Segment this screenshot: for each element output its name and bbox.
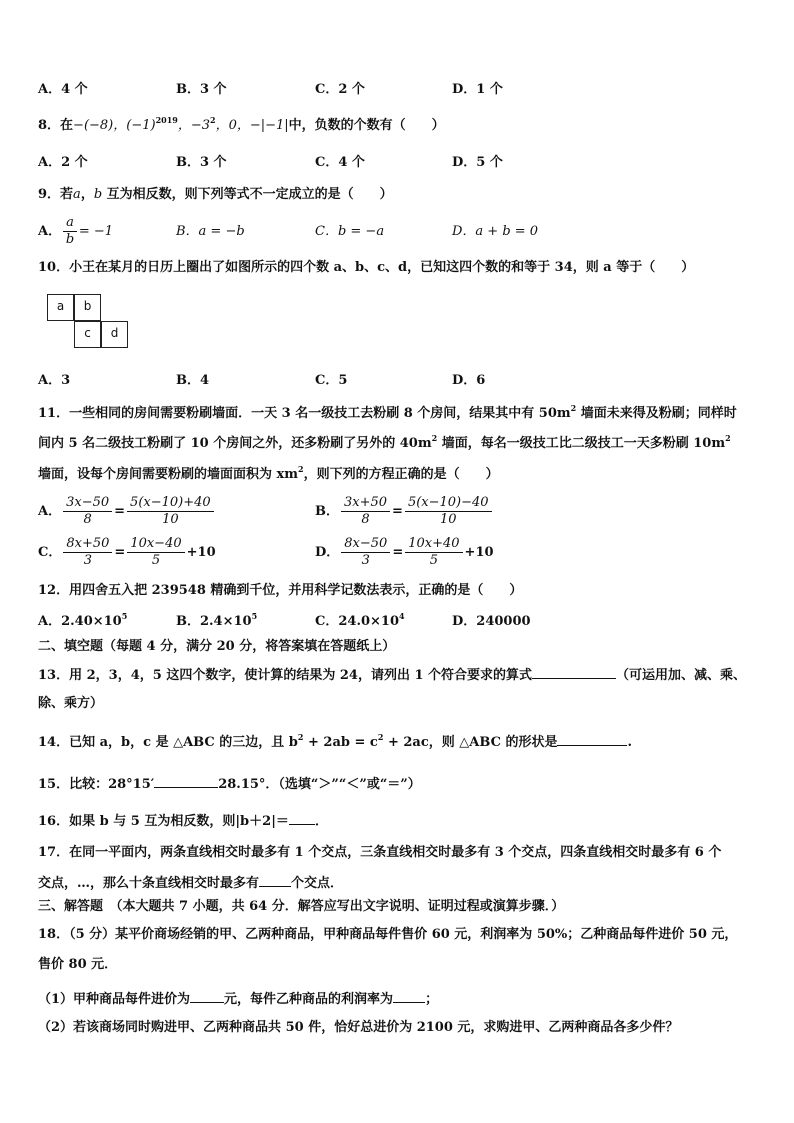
q12-option-a: A．$2.40\times 10^5$ <box>38 611 128 629</box>
q11-option-b: B． $\frac{3x+50}{8}$ = $\frac{5(x-10)-40}{10}$ <box>315 494 494 530</box>
q17-line1: 17．在同一平面内，两条直线相交时最多有 1 个交点，三条直线相交时最多有 3 个交点，四条直线相交时最多有 6 个 <box>38 845 722 860</box>
q10-option-c: C．5 <box>315 373 348 388</box>
q18-line1: 18．（5 分）某平价商场经销的甲、乙两种商品，甲种商品每件售价 60 元，利润率为 50%；乙种商品每件进价 50 元， <box>38 927 738 942</box>
q13-line1: 13．用 2，3，4，5 这四个数字，使计算的结果为 24，请列出 1 个符合要求的算式 （可运用加、减、乘、 <box>38 664 756 686</box>
q15-stem: 15．比较：28°15′ 28.15°．（选填“＞”“＜”或“＝”） <box>38 773 756 795</box>
q16-stem: 16．如果 b 与 5 互为相反数，则|b＋2|＝ ． <box>38 810 756 832</box>
q11-option-a: A． $\frac{3x-50}{8}$ = $\frac{5(x-10)+40}{10}$ <box>38 494 216 530</box>
q8-option-b: B．3 个 <box>176 155 227 170</box>
q10-option-a: A．3 <box>38 373 71 388</box>
q7-option-a: A．4 个 <box>38 82 88 97</box>
q9-option-b: B．a = −b <box>176 224 245 239</box>
q12-option-d: D．240000 <box>452 614 531 629</box>
calendar-figure <box>47 294 131 354</box>
q8-option-c: C．4 个 <box>315 155 365 170</box>
q7-option-b: B．3 个 <box>176 82 227 97</box>
calendar-cell-b: b <box>74 294 101 321</box>
q8-option-a: A．2 个 <box>38 155 88 170</box>
q8-option-d: D．5 个 <box>452 155 503 170</box>
q11-option-d: D． $\frac{8x-50}{3}$ = $\frac{10x+40}{5}$ +10 <box>315 536 494 568</box>
q11-option-c: C． $\frac{8x+50}{3}$ = $\frac{10x-40}{5}$ +10 <box>38 536 216 568</box>
q9-option-c: C．b = −a <box>315 224 385 239</box>
section-3-heading: 三、解答题 （本大题共 7 小题，共 64 分．解答应写出文字说明、证明过程或演算步骤．） <box>38 899 565 914</box>
q8-stem: 8．在−(−8)，$(-1)^{2019}$，$-3^2$，0，−|−1|中，负数的个数有（ ） <box>38 115 445 133</box>
q9-option-a: A． $\frac{a}{b}$ = −1 <box>38 215 114 247</box>
q12-option-c: C．$24.0\times 10^4$ <box>315 611 405 629</box>
q13-line2: 除、乘方） <box>38 696 104 711</box>
q9-option-d: D．a + b = 0 <box>452 224 539 239</box>
q17-line2: 交点，…，那么十条直线相交时最多有 个交点． <box>38 872 756 894</box>
q18-line2: 售价 80 元． <box>38 957 118 972</box>
calendar-cell-a: a <box>47 294 74 321</box>
q10-option-d: D．6 <box>452 373 486 388</box>
q11-stem-line3: 墙面，设每个房间需要粉刷的墙面面积为 $xm^2$，则下列的方程正确的是（ ） <box>38 464 499 482</box>
calendar-cell-d: d <box>101 321 128 348</box>
q12-stem: 12．用四舍五入把 239548 精确到千位，并用科学记数法表示，正确的是（ ） <box>38 583 523 598</box>
q18-part2: （2）若该商场同时购进甲、乙两种商品共 50 件，恰好总进价为 2100 元，求购进甲、乙两种商品各多少件？ <box>38 1020 679 1035</box>
q14-stem: 14．已知 a，b，c 是 △ABC 的三边，且 $b^2 + 2ab = c^2 + 2ac$，则 △ABC 的形状是 . <box>38 732 633 750</box>
q7-option-c: C．2 个 <box>315 82 365 97</box>
q7-option-d: D．1 个 <box>452 82 503 97</box>
q11-stem-line1: 11．一些相同的房间需要粉刷墙面．一天 3 名一级技工去粉刷 8 个房间，结果其中有 $50m^2$ 墙面未来得及粉刷；同样时 <box>38 403 737 421</box>
q9-stem: 9．若a，b 互为相反数，则下列等式不一定成立的是（ ） <box>38 187 393 202</box>
section-2-heading: 二、填空题（每题 4 分，满分 20 分，将答案填在答题纸上） <box>38 639 396 654</box>
q10-stem: 10．小王在某月的日历上圈出了如图所示的四个数 a、b、c、d，已知这四个数的和等于 34，则 a 等于（ ） <box>38 260 695 275</box>
q10-option-b: B．4 <box>176 373 210 388</box>
q18-part1: （1）甲种商品每件进价为 元，每件乙种商品的利润率为 ； <box>38 988 756 1010</box>
calendar-cell-c: c <box>74 321 101 348</box>
q12-option-b: B．$2.4\times 10^5$ <box>176 611 258 629</box>
q11-stem-line2: 间内 5 名二级技工粉刷了 10 个房间之外，还多粉刷了另外的 $40m^2$ 墙面，每名一级技工比二级技工一天多粉刷 $10m^2$ <box>38 433 731 451</box>
